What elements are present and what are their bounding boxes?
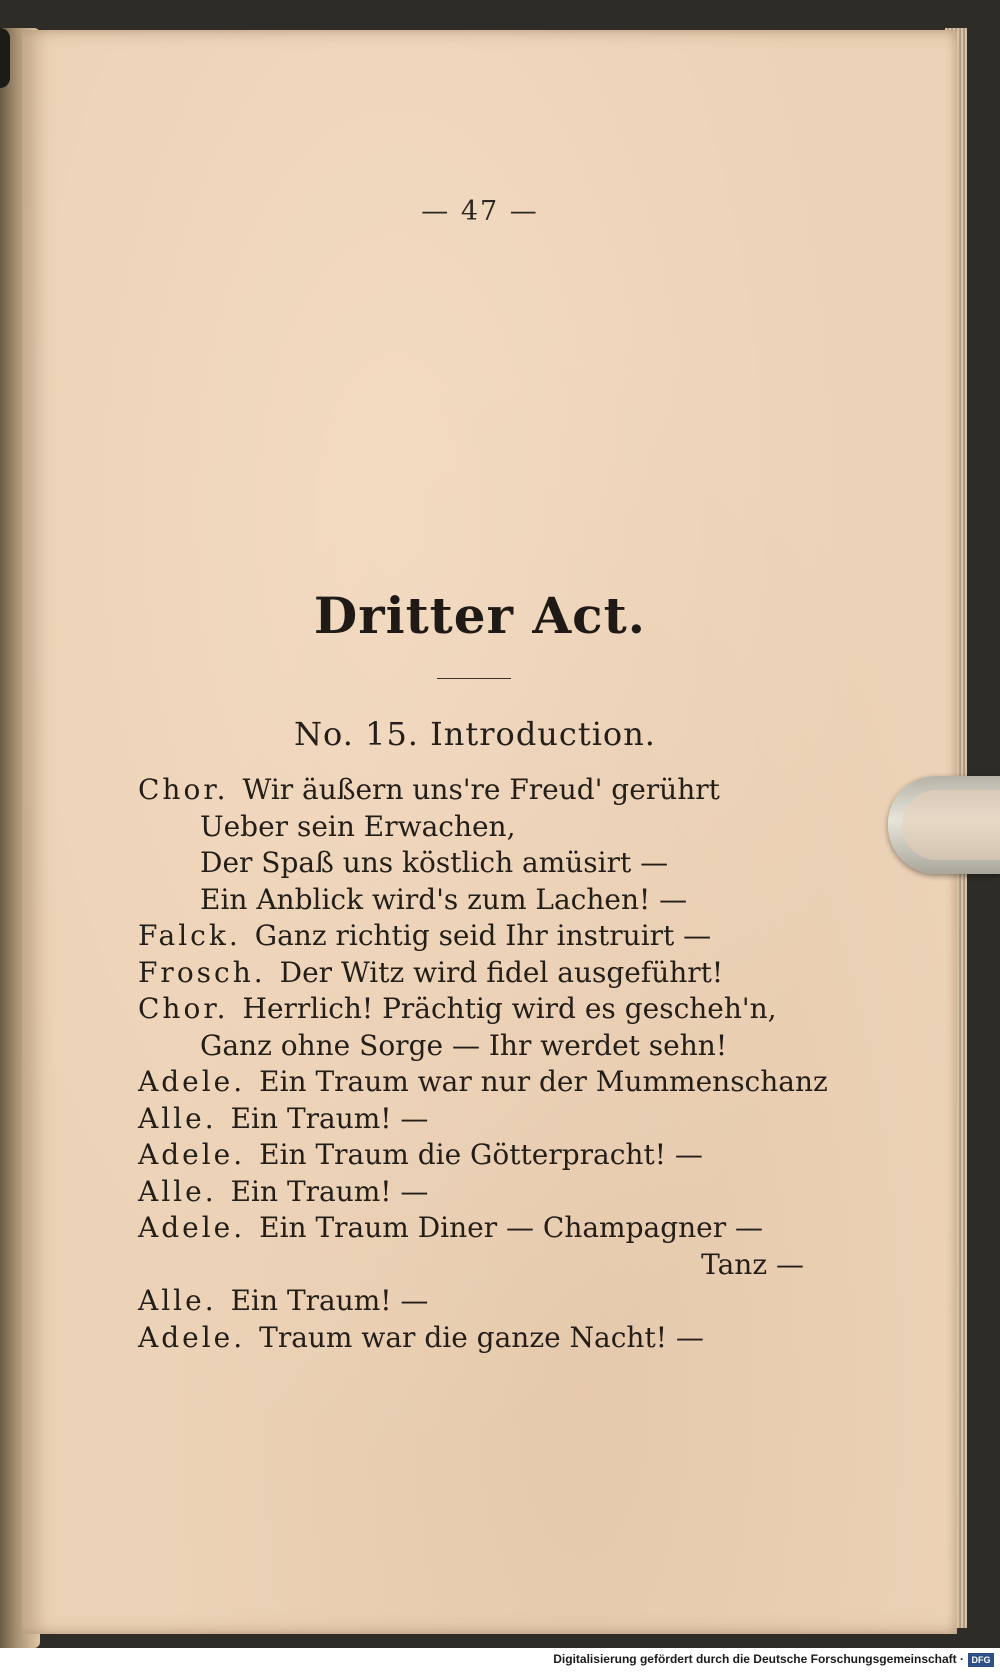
digitization-footer [0, 1648, 1000, 1673]
speaker-name: Adele. [138, 1138, 246, 1171]
text-line [138, 1174, 808, 1211]
line-text: Ein Traum! — [230, 1101, 429, 1135]
speaker-name: Adele. [138, 1065, 246, 1098]
page-number: — 47 — [421, 196, 539, 227]
speaker-name: Chor. [138, 992, 229, 1025]
line-text: Ein Traum Diner — Champagner — [259, 1211, 764, 1244]
text-line [138, 1028, 808, 1065]
text-line [138, 809, 808, 846]
text-line [138, 955, 808, 992]
text-line [138, 918, 808, 955]
speaker-name: Frosch. [138, 955, 266, 989]
line-text: Ein Traum die Götterpracht! — [259, 1138, 703, 1171]
text-line [138, 1137, 808, 1174]
speaker-name: Alle. [138, 1284, 217, 1317]
act-title: Dritter Act. [313, 586, 647, 645]
text-line-continuation [138, 1247, 808, 1284]
line-text: Der Witz wird fidel ausgeführt! [279, 955, 724, 989]
text-line [138, 772, 808, 809]
libretto-text [138, 772, 828, 1356]
speaker-name: Falck. [138, 919, 241, 952]
text-line [138, 1320, 808, 1357]
number-title: No. 15. Introduction. [294, 715, 656, 753]
line-text: Ein Traum war nur der Mummenschanz [259, 1065, 828, 1098]
speaker-name: Adele. [138, 1320, 246, 1354]
speaker-name: Adele. [138, 1211, 246, 1244]
text-line [138, 1283, 808, 1320]
page-clip-highlight [902, 790, 1000, 860]
line-text: Ganz richtig seid Ihr instruirt — [254, 919, 712, 952]
line-text: Traum war die ganze Nacht! — [259, 1320, 704, 1354]
text-line [138, 991, 808, 1028]
line-text: Ein Traum! — [230, 1284, 429, 1317]
line-text: Herrlich! Prächtig wird es gescheh'n, [242, 992, 777, 1025]
text-line [138, 1064, 828, 1101]
text-line [138, 882, 808, 919]
title-divider [437, 678, 511, 679]
speaker-name: Chor. [138, 773, 229, 806]
line-text: Ueber sein Erwachen, [200, 809, 516, 843]
dfg-logo: DFG [968, 1653, 994, 1667]
speaker-name: Alle. [138, 1174, 217, 1208]
line-text: Ein Traum! — [230, 1174, 429, 1208]
line-text: Tanz — [701, 1247, 804, 1281]
line-text: Der Spaß uns köstlich amüsirt — [200, 846, 669, 879]
line-text: Ein Anblick wird's zum Lachen! — [200, 882, 688, 916]
line-text: Wir äußern uns're Freud' gerührt [242, 773, 720, 806]
binding-shadow [0, 28, 10, 88]
text-line [138, 1101, 808, 1138]
line-text: Ganz ohne Sorge — Ihr werdet sehn! [200, 1028, 728, 1062]
funding-credit: Digitalisierung gefördert durch die Deutsche Forschungsgemeinschaft · [553, 1652, 964, 1666]
speaker-name: Alle. [138, 1101, 217, 1135]
text-line [138, 1210, 808, 1247]
text-line [138, 845, 808, 882]
